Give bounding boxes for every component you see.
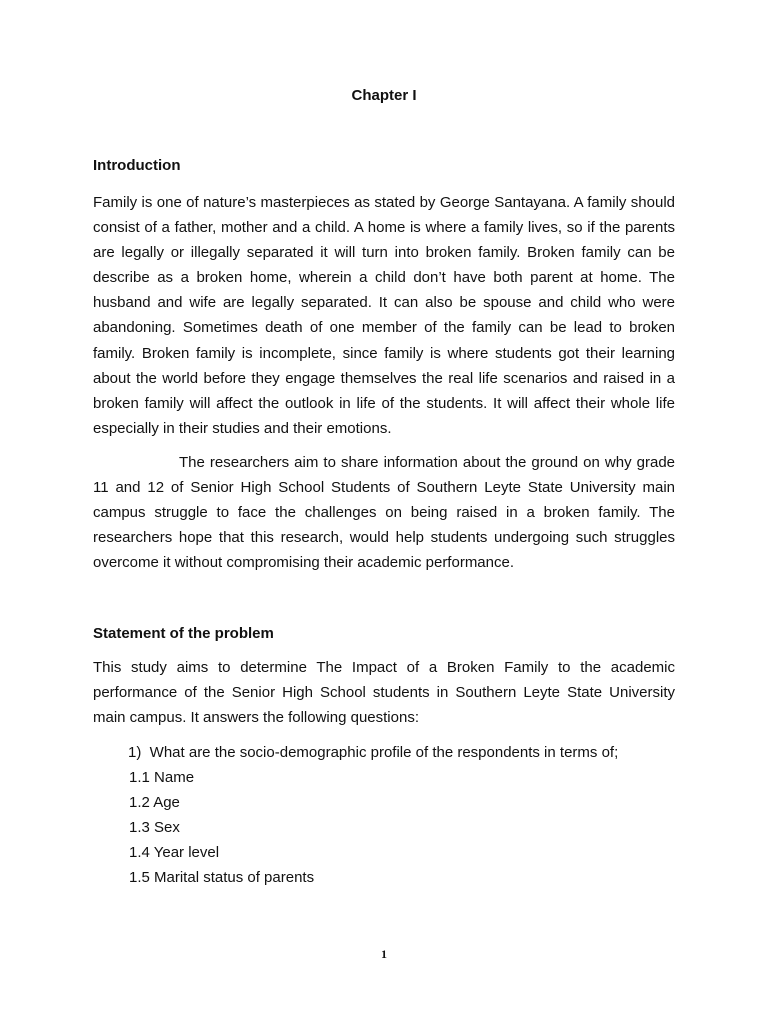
- introduction-paragraph-2: [93, 450, 675, 575]
- statement-of-problem-heading: Statement of the problem: [93, 625, 274, 642]
- sub-item-marital-status: 1.5 Marital status of parents: [129, 869, 315, 886]
- page-number: 1: [381, 947, 387, 961]
- sub-item-age: 1.2 Age: [129, 794, 180, 811]
- sub-item-sex: 1.3 Sex: [129, 819, 180, 836]
- introduction-paragraph-2-text: The researchers aim to share information about the ground on why grade 11 and 12 of Senior High School Students of Southern Leyte State University main campus struggle to face the challenges on being raised in a broken family. The researchers hope that this research, would help students undergoing such struggles overcome it without compromising their academic performance.: [93, 454, 675, 572]
- statement-of-problem-paragraph: This study aims to determine The Impact of a Broken Family to the academic performance of the Senior High School students in Southern Leyte State University main campus. It answers the following questions:: [93, 659, 675, 727]
- sub-item-year-level: 1.4 Year level: [129, 844, 220, 861]
- introduction-paragraph-1: Family is one of nature’s masterpieces as stated by George Santayana. A family should consist of a father, mother and a child. A home is where a family lives, so if the parents are legally or illegally separated it will turn into broken family. Broken family can be describe as a broken home, wherein a child don’t have both parent at home. The husband and wife are legally separated. It can also be spouse and child who were abandoning. Sometimes death of one member of the family can be lead to broken family. Broken family is incomplete, since family is where students got their learning about the world before they engage themselves the real life scenarios and raised in a broken family will affect the outlook in life of the students. It will affect their whole life especially in their studies and their emotions.: [93, 194, 675, 437]
- sub-item-name: 1.1 Name: [129, 769, 195, 786]
- introduction-heading: Introduction: [93, 157, 181, 174]
- chapter-title: Chapter I: [351, 87, 417, 104]
- question-1: 1) What are the socio-demographic profile of the respondents in terms of;: [128, 744, 619, 761]
